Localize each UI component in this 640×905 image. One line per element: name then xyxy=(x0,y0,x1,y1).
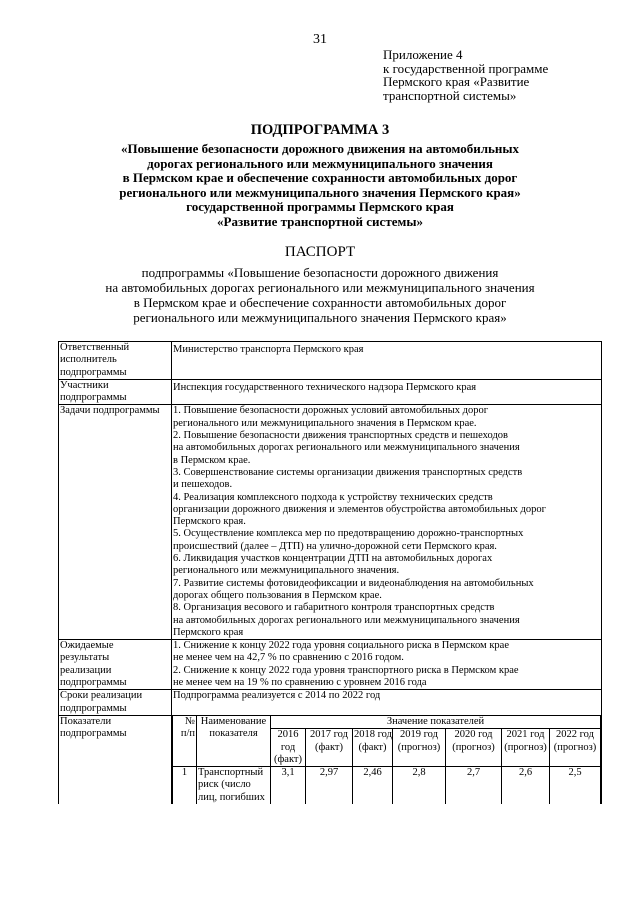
label-line: результаты xyxy=(60,652,110,664)
task-line: 8. Организация весового и габаритного контроля транспортных средств xyxy=(173,602,495,614)
passport-table xyxy=(58,341,602,804)
task-line: 3. Совершенствование системы организации движения транспортных средств xyxy=(173,466,523,478)
col-name-header xyxy=(197,716,271,767)
terms-value: Подпрограмма реализуется с 2014 по 2022 год xyxy=(172,690,602,716)
header-line: 2020 год xyxy=(454,729,493,741)
subprogram-title: ПОДПРОГРАММА 3 xyxy=(250,122,390,138)
header-line: Наименование xyxy=(200,715,267,727)
result-line: 2. Снижение к концу 2022 года уровня транспортного риска в Пермском крае xyxy=(173,664,519,676)
indicator-name xyxy=(197,767,271,804)
appendix-note xyxy=(383,48,548,102)
name-line: риск (число xyxy=(198,779,251,791)
header-line: 2018 год xyxy=(354,729,392,741)
header-line: (прогноз) xyxy=(553,741,597,753)
label-line: Ответственный xyxy=(60,342,130,353)
value-2022: 2,5 xyxy=(550,767,601,804)
results-label xyxy=(59,640,172,690)
task-line: 1. Повышение безопасности дорожных условий автомобильных дорог xyxy=(173,405,489,417)
label-line: Участники xyxy=(60,379,109,391)
executor-label xyxy=(59,342,172,380)
row-terms xyxy=(59,690,602,716)
header-line: (факт) xyxy=(358,741,387,753)
appendix-line: к государственной программе xyxy=(383,60,549,76)
values-header: Значение показателей xyxy=(271,716,601,729)
heading-line: дорогах регионального или межмуниципального значения xyxy=(147,155,493,171)
label-line: Сроки реализации xyxy=(60,690,143,702)
header-line: 2019 год xyxy=(400,729,438,741)
table-row xyxy=(173,767,601,804)
header-line: п/п xyxy=(180,728,195,740)
value-2019: 2,8 xyxy=(393,767,446,804)
task-line: регионального или межмуниципального значения. xyxy=(173,565,400,577)
year-2018-header xyxy=(353,729,393,767)
value-2017: 2,97 xyxy=(306,767,353,804)
participants-label xyxy=(59,379,172,405)
tasks-label: Задачи подпрограммы xyxy=(59,405,172,640)
task-line: в Пермском крае. xyxy=(173,454,251,466)
header-line: год xyxy=(280,741,296,753)
task-line: организации дорожного движения и элементов обустройства автомобильных дорог xyxy=(173,503,546,515)
header-line: (прогноз) xyxy=(504,741,547,753)
tasks-value xyxy=(172,405,602,640)
task-line: дорогах общего пользования в Пермском крае. xyxy=(173,589,382,601)
indicators-label xyxy=(59,715,172,804)
heading-line: в Пермском крае и обеспечение сохранности автомобильных дорог xyxy=(122,170,518,186)
page-number: 31 xyxy=(313,32,327,47)
row-executor xyxy=(59,342,602,380)
label-line: Показатели xyxy=(60,715,112,727)
name-line: Транспортный xyxy=(198,767,264,779)
task-line: Пермского края xyxy=(173,626,244,638)
heading-line: «Развитие транспортной системы» xyxy=(217,213,423,229)
indicators-header xyxy=(173,716,601,729)
header-line: (прогноз) xyxy=(397,741,441,753)
year-2017-header xyxy=(306,729,353,767)
header-line: показателя xyxy=(209,728,258,740)
row-results xyxy=(59,640,602,690)
task-line: на автомобильных дорогах регионального или межмуниципального значения xyxy=(173,614,520,626)
passport-title: ПАСПОРТ xyxy=(284,244,356,260)
row-indicators xyxy=(59,715,602,804)
value-2020: 2,7 xyxy=(446,767,502,804)
results-value xyxy=(172,640,602,690)
task-line: на автомобильных дорогах регионального или межмуниципального значения xyxy=(173,442,520,454)
passport-subtitle-line: в Пермском крае и обеспечение сохранности автомобильных дорог xyxy=(133,295,507,310)
header-line: (прогноз) xyxy=(452,741,495,753)
col-no-header xyxy=(173,716,197,767)
row-participants xyxy=(59,379,602,405)
header-line: № xyxy=(184,715,195,727)
header-line: 2016 xyxy=(277,729,299,741)
row-tasks xyxy=(59,405,602,640)
participants-value: Инспекция государственного технического надзора Пермского края xyxy=(172,379,602,405)
passport-subtitle xyxy=(0,265,640,325)
result-line: не менее чем на 42,7 % по сравнению с 2016 годом. xyxy=(173,652,404,664)
task-line: 6. Ликвидация участков концентрации ДТП на автомобильных дорогах xyxy=(173,553,493,565)
appendix-line: транспортной системы» xyxy=(383,87,517,103)
heading-line: государственной программы Пермского края xyxy=(186,199,454,215)
subprogram-heading xyxy=(0,142,640,230)
year-2019-header xyxy=(393,729,446,767)
header-line: 2021 год xyxy=(506,729,545,741)
label-line: Ожидаемые xyxy=(60,640,114,652)
executor-value: Министерство транспорта Пермского края xyxy=(172,342,602,380)
value-2018: 2,46 xyxy=(353,767,393,804)
task-line: 2. Повышение безопасности движения транспортных средств и пешеходов xyxy=(173,430,509,442)
year-2021-header xyxy=(502,729,550,767)
label-line: подпрограммы xyxy=(60,392,127,404)
indicators-table xyxy=(172,716,601,804)
heading-line: «Повышение безопасности дорожного движения на автомобильных xyxy=(120,141,520,156)
task-line: Пермского края. xyxy=(173,516,246,528)
result-line: не менее чем на 19 % по сравнению с уровнем 2016 года xyxy=(173,677,427,689)
label-line: подпрограммы xyxy=(60,728,127,740)
year-2022-header xyxy=(550,729,601,767)
value-2016: 3,1 xyxy=(271,767,306,804)
header-line: (факт) xyxy=(314,741,343,753)
header-line: (факт) xyxy=(273,753,302,765)
header-line: 2017 год xyxy=(310,729,348,741)
row-number: 1 xyxy=(173,767,197,804)
task-line: происшествий (далее – ДТП) на улично-дорожной сети Пермского края. xyxy=(173,540,497,552)
heading-line: регионального или межмуниципального значения Пермского края» xyxy=(119,184,521,200)
label-line: реализации xyxy=(60,664,112,676)
passport-subtitle-line: на автомобильных дорогах регионального или межмуниципального значения xyxy=(105,280,535,295)
label-line: подпрограммы xyxy=(60,677,127,689)
task-line: 7. Развитие системы фотовидеофиксации и видеонаблюдения на автомобильных xyxy=(173,577,534,589)
header-line: 2022 год xyxy=(556,729,594,741)
year-2020-header xyxy=(446,729,502,767)
appendix-line: Пермского края «Развитие xyxy=(383,74,530,89)
terms-label xyxy=(59,690,172,716)
passport-subtitle-line: регионального или межмуниципального значения Пермского края» xyxy=(133,310,507,325)
appendix-line: Приложение 4 xyxy=(383,47,463,62)
label-line: подпрограммы xyxy=(60,702,127,714)
passport-subtitle-line: подпрограммы «Повышение безопасности дорожного движения xyxy=(141,265,499,280)
task-line: 4. Реализация комплексного подхода к устройству технических средств xyxy=(173,491,493,503)
value-2021: 2,6 xyxy=(502,767,550,804)
indicators-cell xyxy=(172,715,602,804)
label-line: исполнитель xyxy=(60,354,117,366)
name-line: лиц, погибших xyxy=(198,791,265,803)
task-line: и пешеходов. xyxy=(173,479,233,491)
task-line: регионального или межмуниципального значения в Пермском крае. xyxy=(173,417,477,429)
year-2016-header xyxy=(271,729,306,767)
task-line: 5. Осуществление комплекса мер по предотвращению дорожно-транспортных xyxy=(173,528,524,540)
label-line: подпрограммы xyxy=(60,366,127,378)
result-line: 1. Снижение к концу 2022 года уровня социального риска в Пермском крае xyxy=(173,640,509,652)
